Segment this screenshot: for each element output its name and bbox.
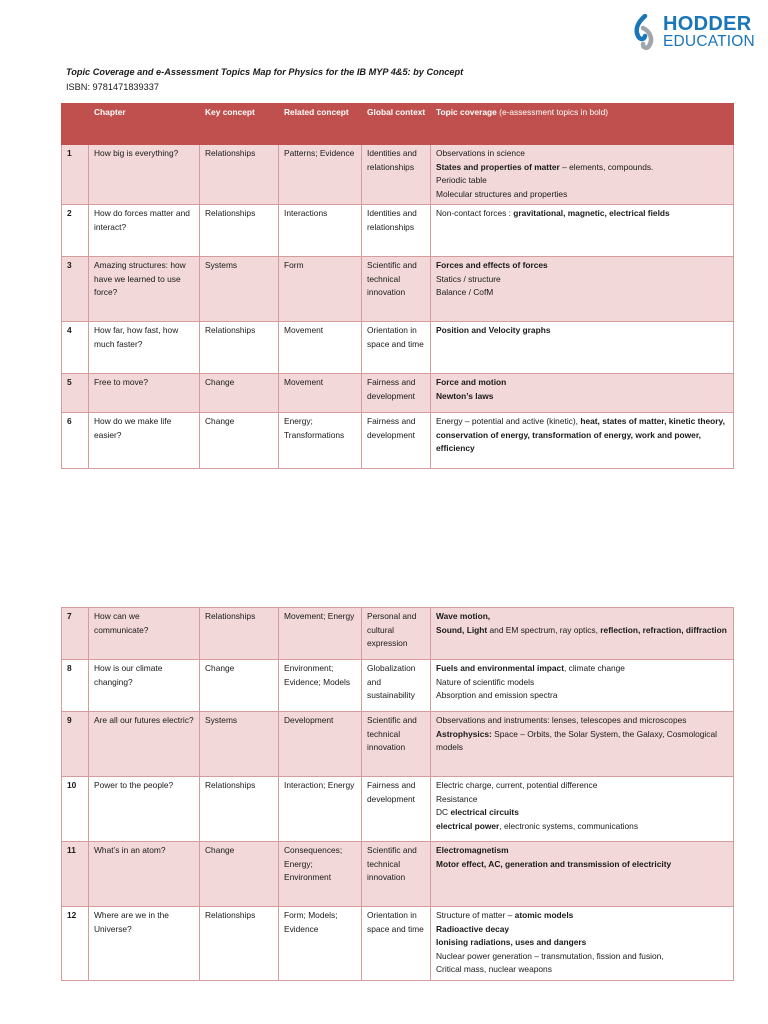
chapter-number-cell: 10 (62, 777, 89, 842)
table-row (62, 660, 734, 712)
topic-text: Non-contact forces : (436, 208, 514, 218)
table-header-row (62, 104, 734, 145)
topic-line (436, 844, 730, 858)
chapter-number-cell: 8 (62, 660, 89, 712)
topic-text: Electric charge, current, potential difference (436, 780, 598, 790)
topic-line (436, 858, 730, 872)
topic-line (436, 259, 730, 273)
topic-text-bold: Ionising radiations, uses and dangers (436, 937, 587, 947)
topic-text-bold: Sound, Light (436, 624, 488, 635)
chapter-cell: Are all our futures electric? (89, 712, 200, 777)
topic-coverage-cell (431, 257, 734, 322)
topic-line (436, 610, 730, 624)
related-concept-cell: Environment; Evidence; Models (279, 660, 362, 712)
topic-coverage-cell (431, 907, 734, 981)
topic-text: Molecular structures and properties (436, 188, 568, 199)
header-chapter: Chapter (89, 104, 200, 145)
table-row (62, 712, 734, 777)
table-row (62, 907, 734, 981)
key-concept-cell: Change (200, 842, 279, 907)
topic-text-bold: Newton’s laws (436, 390, 494, 401)
topic-line (436, 779, 730, 793)
topic-text-bold: atomic models (514, 910, 574, 920)
global-context-cell: Orientation in space and time (362, 322, 431, 374)
topic-text-bold: gravitational, magnetic, electrical fields (513, 208, 670, 218)
topic-coverage-cell (431, 660, 734, 712)
topic-text-bold: Force and motion (436, 377, 507, 387)
key-concept-cell: Relationships (200, 145, 279, 205)
topic-line (436, 676, 730, 690)
related-concept-cell: Patterns; Evidence (279, 145, 362, 205)
topic-text-bold: Position and Velocity graphs (436, 325, 551, 335)
topic-line (436, 689, 730, 703)
header-number-cell (62, 104, 89, 145)
topic-line (436, 662, 730, 676)
chapter-number-cell: 9 (62, 712, 89, 777)
chapter-cell: Where are we in the Universe? (89, 907, 200, 981)
key-concept-cell: Systems (200, 712, 279, 777)
topic-text-bold: Electromagnetism (436, 845, 509, 855)
related-concept-cell: Form (279, 257, 362, 322)
table-row (62, 608, 734, 660)
table-row (62, 145, 734, 205)
global-context-cell: Identities and relationships (362, 205, 431, 257)
topic-text-bold: reflection, refraction, diffraction (600, 624, 727, 635)
topic-line (436, 820, 730, 834)
topic-line (436, 415, 730, 442)
global-context-cell: Fairness and development (362, 374, 431, 413)
global-context-cell: Fairness and development (362, 413, 431, 469)
topic-text-bold: States and properties of matter (436, 161, 560, 172)
chapter-number-cell: 11 (62, 842, 89, 907)
header-key-concept: Key concept (200, 104, 279, 145)
related-concept-cell: Interactions (279, 205, 362, 257)
topic-text: DC (436, 807, 451, 817)
logo-text-education: EDUCATION (663, 33, 755, 50)
chapter-cell: What’s in an atom? (89, 842, 200, 907)
hodder-education-logo (632, 12, 760, 52)
topic-line (436, 390, 730, 404)
topic-line (436, 806, 730, 820)
related-concept-cell: Movement (279, 374, 362, 413)
topic-line (436, 376, 730, 390)
topic-text-bold: Fuels and environmental impact (436, 663, 564, 673)
related-concept-cell: Movement (279, 322, 362, 374)
topic-text-bold: Radioactive decay (436, 923, 510, 934)
chapter-number-cell: 1 (62, 145, 89, 205)
key-concept-cell: Change (200, 660, 279, 712)
chapter-number-cell: 5 (62, 374, 89, 413)
key-concept-cell: Relationships (200, 322, 279, 374)
topic-line (436, 909, 730, 923)
chapter-number-cell: 7 (62, 608, 89, 660)
topic-coverage-cell (431, 842, 734, 907)
table-row (62, 777, 734, 842)
header-topic-coverage-note: (e-assessment topics in bold) (499, 107, 609, 117)
topic-coverage-cell (431, 322, 734, 374)
topic-text: , electronic systems, communications (499, 820, 639, 831)
topic-line (436, 714, 730, 755)
header-topic-coverage-label: Topic coverage (436, 107, 500, 117)
topic-text: , climate change (563, 663, 625, 673)
table-row (62, 842, 734, 907)
global-context-cell: Orientation in space and time (362, 907, 431, 981)
topic-line (436, 624, 730, 638)
chapter-cell: How big is everything? (89, 145, 200, 205)
chapter-number-cell: 4 (62, 322, 89, 374)
chapter-number-cell: 12 (62, 907, 89, 981)
key-concept-cell: Change (200, 374, 279, 413)
topic-text: Observations in science (436, 148, 525, 158)
topic-map-table-1 (61, 103, 734, 469)
related-concept-cell: Movement; Energy (279, 608, 362, 660)
topic-line (436, 286, 730, 300)
key-concept-cell: Relationships (200, 608, 279, 660)
chapter-number-cell: 2 (62, 205, 89, 257)
topic-line (436, 963, 730, 977)
global-context-cell: Scientific and technical innovation (362, 712, 431, 777)
chapter-cell: Power to the people? (89, 777, 200, 842)
chapter-number-cell: 6 (62, 413, 89, 469)
topic-text: Absorption and emission spectra (436, 690, 558, 700)
topic-text: Space – Orbits, the Solar System, the Galaxy, Cosmological models (436, 728, 717, 752)
topic-text-bold: heat, states of matter, kinetic theory, conservation of energy, transformation of energy, work and power, (436, 416, 725, 440)
related-concept-cell: Energy; Transformations (279, 413, 362, 469)
global-context-cell: Scientific and technical innovation (362, 257, 431, 322)
topic-line (436, 161, 730, 175)
topic-text: Critical mass, nuclear weapons (436, 964, 552, 974)
topic-text: Nuclear power generation – transmutation, fission and fusion, (436, 950, 664, 961)
topic-line (436, 793, 730, 807)
topic-text: Energy – potential and active (kinetic), (436, 416, 581, 426)
topic-map-table-2 (61, 607, 734, 981)
header-global-context: Global context (362, 104, 431, 145)
topic-text-bold: Astrophysics: (436, 728, 492, 739)
key-concept-cell: Change (200, 413, 279, 469)
global-context-cell: Fairness and development (362, 777, 431, 842)
chapter-cell: Free to move? (89, 374, 200, 413)
topic-coverage-cell (431, 205, 734, 257)
topic-line (436, 273, 730, 287)
table-row (62, 205, 734, 257)
key-concept-cell: Relationships (200, 205, 279, 257)
topic-line (436, 174, 730, 188)
chapter-cell: How far, how fast, how much faster? (89, 322, 200, 374)
related-concept-cell: Development (279, 712, 362, 777)
header-related-concept: Related concept (279, 104, 362, 145)
related-concept-cell: Interaction; Energy (279, 777, 362, 842)
document-title: Topic Coverage and e-Assessment Topics Map for Physics for the IB MYP 4&5: by Concept (66, 67, 464, 77)
topic-text: Balance / CofM (436, 287, 494, 297)
key-concept-cell: Systems (200, 257, 279, 322)
isbn-line: ISBN: 9781471839337 (66, 82, 159, 92)
topic-line (436, 442, 730, 456)
topic-text: Periodic table (436, 175, 487, 185)
topic-text-bold: Forces and effects of forces (436, 260, 548, 270)
table-row (62, 374, 734, 413)
chapter-cell: How can we communicate? (89, 608, 200, 660)
topic-text-bold: electrical circuits (450, 807, 519, 817)
topic-coverage-cell (431, 712, 734, 777)
topic-coverage-cell (431, 374, 734, 413)
topic-coverage-cell (431, 145, 734, 205)
topic-text-bold: Wave motion, (436, 611, 491, 621)
table-row (62, 413, 734, 469)
chapter-cell: How do we make life easier? (89, 413, 200, 469)
topic-text: and EM spectrum, ray optics, (487, 624, 601, 635)
topic-text: – elements, compounds. (559, 161, 654, 172)
topic-text: Resistance (436, 793, 478, 804)
chapter-cell: Amazing structures: how have we learned to use force? (89, 257, 200, 322)
topic-line (436, 207, 730, 221)
topic-line (436, 147, 730, 161)
topic-text: Nature of scientific models (436, 676, 535, 687)
global-context-cell: Scientific and technical innovation (362, 842, 431, 907)
topic-line (436, 923, 730, 937)
logo-text-hodder: HODDER (663, 13, 752, 35)
table-row (62, 257, 734, 322)
topic-coverage-cell (431, 608, 734, 660)
topic-text: Structure of matter – (436, 910, 515, 920)
topic-line (436, 950, 730, 964)
topic-text-bold: electrical power (436, 820, 500, 831)
table-row (62, 322, 734, 374)
topic-text: Statics / structure (436, 273, 501, 284)
topic-coverage-cell (431, 777, 734, 842)
key-concept-cell: Relationships (200, 907, 279, 981)
topic-line (436, 188, 730, 202)
hodder-logo-mark-icon (632, 14, 656, 50)
chapter-cell: How do forces matter and interact? (89, 205, 200, 257)
topic-line (436, 936, 730, 950)
related-concept-cell: Form; Models; Evidence (279, 907, 362, 981)
topic-text: Observations and instruments: lenses, telescopes and microscopes (436, 715, 687, 725)
global-context-cell: Identities and relationships (362, 145, 431, 205)
chapter-number-cell: 3 (62, 257, 89, 322)
global-context-cell: Globalization and sustainability (362, 660, 431, 712)
key-concept-cell: Relationships (200, 777, 279, 842)
topic-text-bold: efficiency (436, 443, 475, 453)
chapter-cell: How is our climate changing? (89, 660, 200, 712)
topic-coverage-cell (431, 413, 734, 469)
header-topic-coverage (431, 104, 734, 145)
topic-text-bold: Motor effect, AC, generation and transmission of electricity (436, 858, 672, 869)
related-concept-cell: Consequences; Energy; Environment (279, 842, 362, 907)
topic-line (436, 324, 730, 338)
global-context-cell: Personal and cultural expression (362, 608, 431, 660)
